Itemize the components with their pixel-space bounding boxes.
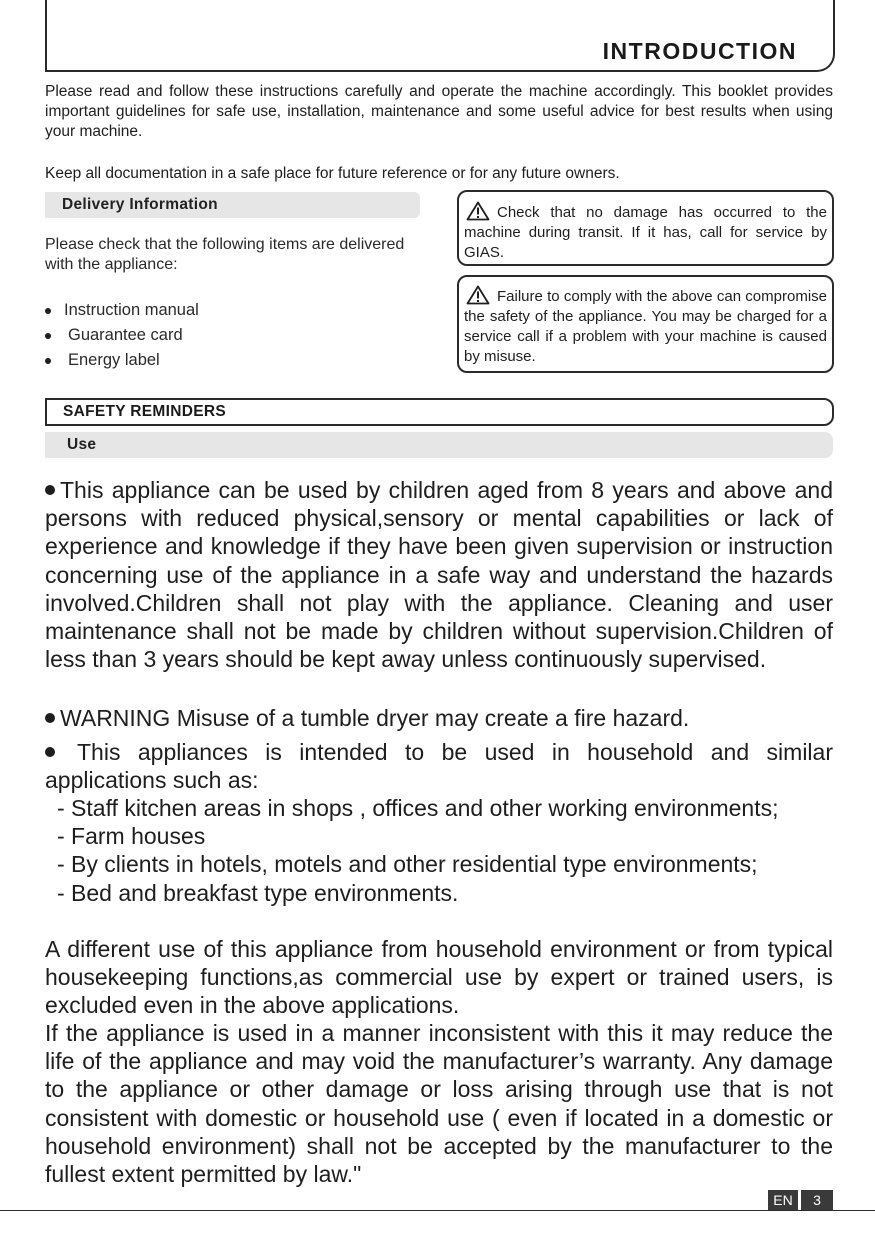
- warning-triangle-icon: [466, 201, 490, 221]
- bullet-icon: [45, 747, 55, 757]
- warning-triangle-icon: [466, 285, 490, 305]
- intro-paragraph: Please read and follow these instructions carefully and operate the machine accordingly. This booklet provides important guidelines for safe use, installation, maintenance and some useful advice for best results when using your machine.: [45, 83, 833, 140]
- misuse-warning: Failure to comply with the above can compromise the safety of the appliance. You may be charged for a service call if a problem with your machine is caused by misuse.: [457, 275, 834, 373]
- warranty-paragraph: If the appliance is used in a manner inconsistent with this it may reduce the life of the appliance and may void the manufacturer’s warranty. Any damage to the appliance or other damage or loss arising through use that is not consistent with domestic or household use ( even if located in a domestic or household environment) shall not be accepted by the manufacturer to the fullest extent permitted by law.": [45, 1020, 833, 1188]
- list-item: Guarantee card: [45, 323, 199, 348]
- page-title: INTRODUCTION: [602, 38, 797, 64]
- list-item: - Farm houses: [57, 823, 206, 850]
- list-item: - Bed and breakfast type environments.: [57, 879, 459, 906]
- delivery-heading: Delivery Information: [45, 192, 420, 218]
- bullet-icon: [45, 358, 51, 364]
- household-use-bullet: This appliances is intended to be used in household and similar applications such as:: [45, 739, 833, 794]
- list-item: Instruction manual: [45, 298, 199, 323]
- bullet-icon: [45, 713, 55, 723]
- bullet-icon: [45, 308, 51, 314]
- list-item: - By clients in hotels, motels and other residential type environments;: [57, 851, 758, 878]
- use-subheading: Use: [45, 432, 833, 458]
- intro-keep-documentation: Keep all documentation in a safe place for future reference or for any future owners.: [45, 165, 620, 182]
- delivery-text: Please check that the following items are delivered with the appliance:: [45, 236, 405, 273]
- safety-reminders-heading: SAFETY REMINDERS: [45, 398, 834, 426]
- bullet-icon: [45, 333, 51, 339]
- fire-hazard-bullet: WARNING Misuse of a tumble dryer may create a fire hazard.: [45, 704, 833, 732]
- different-use-paragraph: A different use of this appliance from household environment or from typical housekeeping functions,as commercial use by expert or trained users, is excluded even in the above applications.: [45, 936, 833, 1019]
- footer-divider: [0, 1210, 875, 1211]
- page-number: 3: [801, 1190, 833, 1210]
- language-badge: EN: [768, 1190, 798, 1210]
- applications-list: [57, 794, 778, 907]
- children-use-bullet: This appliance can be used by children aged from 8 years and above and persons with reduced physical,sensory or mental capabilities or lack of experience and knowledge if they have been given supervision or instruction concerning use of the appliance in a safe way and understand the hazards involved.Children shall not play with the appliance. Cleaning and user maintenance shall not be made by children without supervision.Children of less than 3 years should be kept away unless continuously supervised.: [45, 477, 833, 673]
- transit-damage-warning: Check that no damage has occurred to the machine during transit. If it has, call for service by GIAS.: [457, 190, 834, 266]
- list-item: - Staff kitchen areas in shops , offices and other working environments;: [57, 795, 779, 821]
- delivery-items-list: [45, 298, 199, 373]
- bullet-icon: [45, 485, 55, 495]
- list-item: Energy label: [45, 348, 199, 373]
